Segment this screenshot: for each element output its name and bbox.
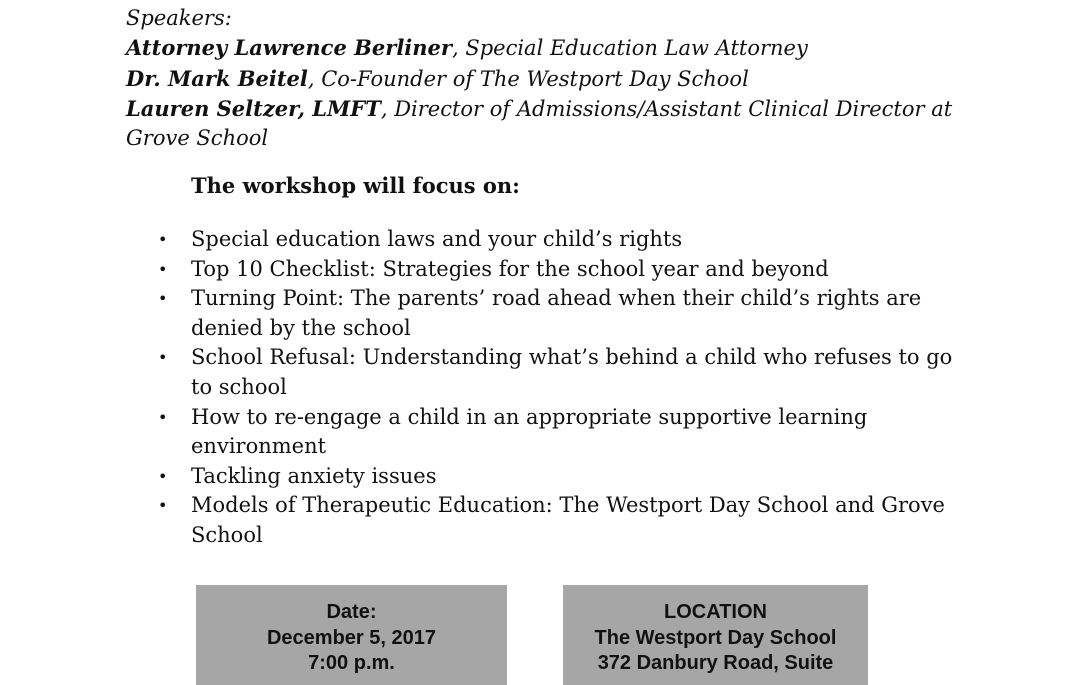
bullet-icon: • — [158, 259, 168, 279]
list-item — [158, 403, 958, 462]
list-item — [158, 491, 958, 550]
bullet-icon: • — [158, 496, 168, 516]
list-item — [158, 462, 958, 492]
bullet-icon: • — [158, 407, 168, 427]
speaker-3-title-continued: Grove School — [126, 126, 269, 151]
location-label: LOCATION — [664, 601, 767, 623]
bullet-icon: • — [158, 348, 168, 368]
list-item — [158, 284, 958, 343]
topic-line: School Refusal: Understanding what’s behind a child who refuses to go — [191, 345, 953, 370]
topic-line: Tackling anxiety issues — [191, 463, 437, 488]
speaker-title: , Co-Founder of The Westport Day School — [307, 66, 749, 91]
list-item — [158, 225, 958, 255]
topic-line: Special education laws and your child’s rights — [191, 227, 683, 251]
speaker-name: Attorney Lawrence Berliner — [126, 35, 452, 61]
workshop-topics-list — [158, 225, 958, 551]
speaker-title: , Director of Admissions/Assistant Clinical Director at — [380, 96, 953, 121]
topic-line: to school — [191, 374, 287, 399]
event-date: December 5, 2017 — [266, 626, 436, 649]
speaker-title: , Special Education Law Attorney — [451, 36, 808, 61]
bullet-icon: • — [158, 230, 168, 249]
event-time: 7:00 p.m. — [308, 652, 395, 674]
speakers-label: Speakers: — [126, 6, 232, 30]
speaker-1 — [126, 33, 1026, 63]
date-box — [196, 585, 507, 685]
date-label: Date: — [326, 601, 377, 623]
topic-line: environment — [191, 434, 327, 459]
list-item — [158, 343, 958, 402]
location-address: 372 Danbury Road, Suite — [597, 652, 834, 674]
workshop-heading: The workshop will focus on: — [191, 173, 520, 198]
topic-line: Top 10 Checklist: Strategies for the school year and beyond — [191, 256, 829, 281]
location-box — [563, 585, 868, 685]
location-name: The Westport Day School — [594, 626, 837, 649]
list-item — [158, 255, 958, 285]
topic-line: Models of Therapeutic Education: The Westport Day School and Grove — [191, 493, 945, 518]
speaker-3 — [126, 94, 1026, 124]
bullet-icon: • — [158, 289, 168, 309]
speaker-name: Dr. Mark Beitel — [126, 65, 308, 91]
topic-line: How to re-engage a child in an appropriate supportive learning — [191, 404, 868, 429]
speaker-name: Lauren Seltzer, LMFT — [126, 95, 381, 121]
topic-line: Turning Point: The parents’ road ahead when their child’s rights are — [191, 286, 922, 311]
speaker-2 — [126, 64, 1026, 94]
topic-line: School — [191, 522, 263, 547]
bullet-icon: • — [158, 466, 168, 486]
topic-line: denied by the school — [191, 315, 411, 340]
speakers-section — [126, 4, 1026, 153]
